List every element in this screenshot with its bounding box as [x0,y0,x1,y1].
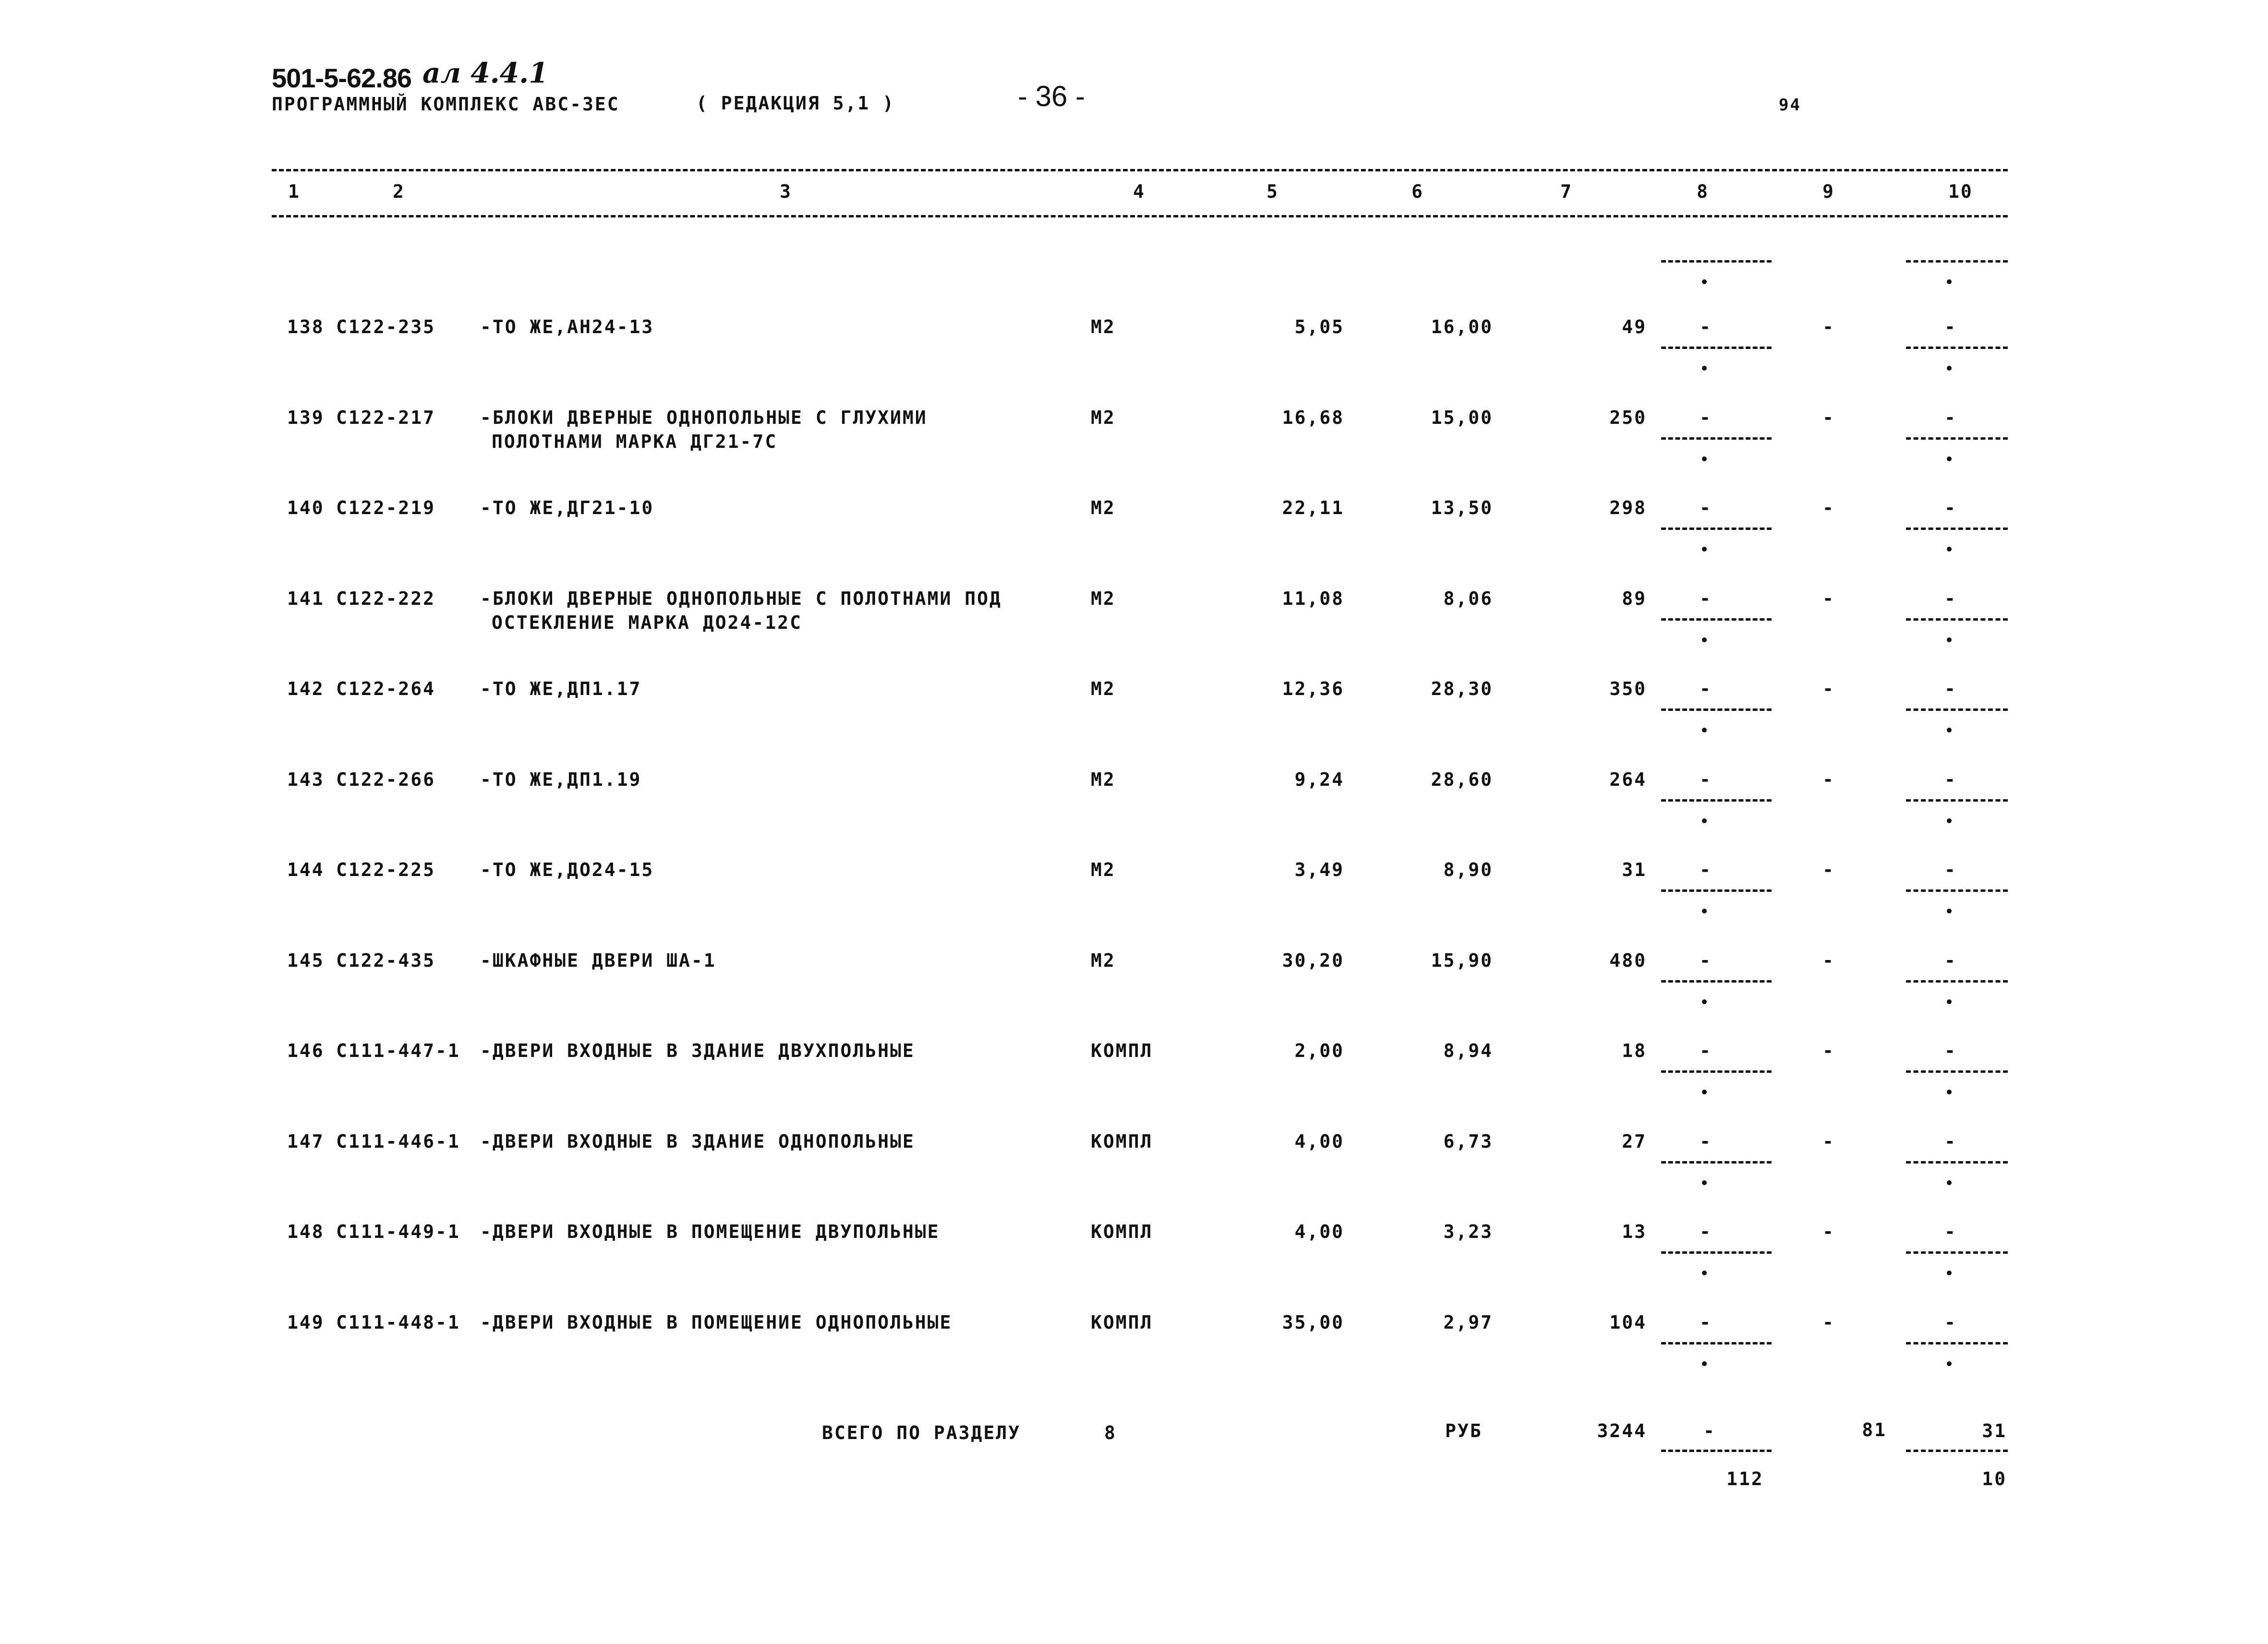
row-col8: - [1700,1221,1712,1242]
summary-col10-lower: 10 [1982,1468,2007,1489]
row-number: 146 [287,1040,325,1061]
row-unit: КОМПЛ [1091,1131,1153,1152]
row-number: 149 [287,1312,325,1333]
col10-dash-mark [1947,279,1952,284]
row-description: -ТО ЖЕ,ДГ21-10 [480,497,654,518]
row-description: -БЛОКИ ДВЕРНЫЕ ОДНОПОЛЬНЫЕ С ГЛУХИМИ [480,407,928,428]
col10-rule [1906,347,2008,349]
row-col8: - [1700,1040,1712,1061]
row-number: 141 [287,588,325,609]
col10-rule [1906,889,2008,892]
row-col9: - [1822,407,1835,428]
column-header-7: 7 [1560,181,1573,202]
column-header-10: 10 [1948,181,1973,202]
row-col9: - [1822,769,1835,790]
row-col9: - [1822,1040,1835,1061]
row-description: -ТО ЖЕ,ДП1.17 [480,678,642,699]
row-col9: - [1822,316,1835,337]
row-quantity: 4,00 [1294,1131,1344,1152]
summary-label: ВСЕГО ПО РАЗДЕЛУ [822,1422,1021,1443]
col10-dash-mark [1947,366,1952,371]
row-description: -ТО ЖЕ,АН24-13 [480,316,654,337]
summary-col8-lower: 112 [1726,1468,1764,1489]
row-quantity: 2,00 [1294,1040,1344,1061]
row-col9: - [1822,678,1835,699]
col8-dash-mark [1702,1090,1707,1094]
row-price: 8,06 [1443,588,1493,609]
col10-rule [1906,437,2008,440]
col8-dash-mark [1702,366,1707,371]
row-price: 2,97 [1443,1312,1493,1333]
row-col10: - [1944,316,1957,337]
column-header-1: 1 [288,181,301,202]
col10-dash-mark [1947,547,1952,552]
col10-rule [1906,528,2008,530]
summary-currency: РУБ [1445,1420,1483,1441]
row-unit: КОМПЛ [1091,1221,1153,1242]
handwritten-note: ал 4.4.1 [422,57,548,89]
row-code: С111-449-1 [336,1221,460,1242]
row-total: 13 [1622,1221,1647,1242]
col10-dash-mark [1947,637,1952,642]
summary-col8: - [1703,1420,1716,1441]
row-total: 264 [1609,769,1647,790]
row-col9: - [1822,588,1835,609]
col10-rule [1906,708,2008,711]
row-quantity: 12,36 [1282,678,1344,699]
row-price: 15,00 [1431,407,1493,428]
summary-col9: 81 [1862,1419,1887,1440]
row-unit: КОМПЛ [1091,1040,1153,1061]
row-price: 16,00 [1431,316,1493,337]
row-number: 145 [287,950,325,971]
row-code: С122-219 [336,497,436,518]
row-col8: - [1700,316,1712,337]
row-col10: - [1944,1131,1957,1152]
row-total: 31 [1622,859,1647,880]
col10-rule [1906,799,2008,802]
column-header-4: 4 [1133,181,1146,202]
row-col10: - [1944,407,1957,428]
row-number: 140 [287,497,325,518]
column-header-8: 8 [1697,181,1709,202]
row-total: 350 [1609,678,1647,699]
row-quantity: 9,24 [1294,769,1344,790]
page-number: - 36 - [1018,80,1086,112]
row-number: 148 [287,1221,325,1242]
row-unit: М2 [1091,588,1116,609]
col8-rule [1661,889,1772,892]
row-col9: - [1822,1312,1835,1333]
col8-rule [1661,618,1772,621]
row-col10: - [1944,588,1957,609]
row-price: 3,23 [1443,1221,1493,1242]
col10-rule [1906,260,2008,263]
row-unit: КОМПЛ [1091,1312,1153,1333]
row-price: 13,50 [1431,497,1493,518]
row-quantity: 30,20 [1282,950,1344,971]
row-quantity: 16,68 [1282,407,1344,428]
row-col10: - [1944,1221,1957,1242]
row-code: С122-266 [336,769,436,790]
row-unit: М2 [1091,316,1116,337]
row-col9: - [1822,859,1835,880]
row-unit: М2 [1091,859,1116,880]
row-description: ОСТЕКЛЕНИЕ МАРКА ДО24-12С [492,612,802,633]
row-total: 27 [1622,1131,1647,1152]
row-unit: М2 [1091,950,1116,971]
row-col8: - [1700,1131,1712,1152]
col10-dash-mark [1947,1090,1952,1094]
row-col9: - [1822,1131,1835,1152]
column-header-9: 9 [1822,181,1835,202]
row-price: 15,90 [1431,950,1493,971]
row-description: -ДВЕРИ ВХОДНЫЕ В ЗДАНИЕ ОДНОПОЛЬНЫЕ [480,1131,915,1152]
header-rule-bottom [272,215,2008,217]
program-line: ПРОГРАММНЫЙ КОМПЛЕКС АВС-3ЕС [272,94,620,115]
summary-section: 8 [1104,1422,1117,1443]
row-price: 6,73 [1443,1131,1493,1152]
row-quantity: 11,08 [1282,588,1344,609]
col8-dash-mark [1702,909,1707,913]
col8-dash-mark [1702,999,1707,1004]
row-col9: - [1822,950,1835,971]
row-number: 142 [287,678,325,699]
row-col10: - [1944,1040,1957,1061]
col8-rule [1661,260,1772,263]
summary-rule-col10 [1906,1450,2008,1452]
row-description: -ДВЕРИ ВХОДНЫЕ В ПОМЕЩЕНИЕ ДВУПОЛЬНЫЕ [480,1221,940,1242]
row-code: С111-448-1 [336,1312,460,1333]
row-price: 8,90 [1443,859,1493,880]
row-col8: - [1700,497,1712,518]
summary-total: 3244 [1597,1420,1647,1441]
col10-rule [1906,980,2008,983]
col8-dash-mark [1702,1180,1707,1185]
row-description: -ДВЕРИ ВХОДНЫЕ В ПОМЕЩЕНИЕ ОДНОПОЛЬНЫЕ [480,1312,953,1333]
row-col8: - [1700,859,1712,880]
row-total: 49 [1622,316,1647,337]
col8-dash-mark [1702,456,1707,461]
row-col10: - [1944,1312,1957,1333]
row-description: ПОЛОТНАМИ МАРКА ДГ21-7С [492,431,778,452]
column-header-3: 3 [780,181,792,202]
row-code: С122-264 [336,678,436,699]
row-description: -ТО ЖЕ,ДП1.19 [480,769,642,790]
col8-rule [1661,1251,1772,1254]
col8-rule [1661,347,1772,349]
col8-dash-mark [1702,728,1707,732]
row-col9: - [1822,497,1835,518]
row-description: -БЛОКИ ДВЕРНЫЕ ОДНОПОЛЬНЫЕ С ПОЛОТНАМИ ПОД [480,588,1002,609]
row-col8: - [1700,588,1712,609]
row-total: 89 [1622,588,1647,609]
col8-rule [1661,708,1772,711]
header-rule-top [272,169,2008,171]
row-col8: - [1700,1312,1712,1333]
col8-dash-mark [1702,818,1707,823]
row-price: 28,30 [1431,678,1493,699]
row-code: С122-225 [336,859,436,880]
edition-label: ( РЕДАКЦИЯ 5,1 ) [696,93,895,114]
col10-dash-mark [1947,999,1952,1004]
row-total: 18 [1622,1040,1647,1061]
row-description: -ДВЕРИ ВХОДНЫЕ В ЗДАНИЕ ДВУХПОЛЬНЫЕ [480,1040,915,1061]
col8-rule [1661,437,1772,440]
col8-rule [1661,1342,1772,1344]
row-col10: - [1944,950,1957,971]
row-col8: - [1700,678,1712,699]
row-unit: М2 [1091,769,1116,790]
col8-rule [1661,1161,1772,1164]
row-quantity: 22,11 [1282,497,1344,518]
sheet-number: 94 [1779,96,1801,115]
col8-dash-mark [1702,1271,1707,1275]
row-unit: М2 [1091,497,1116,518]
doc-code: 501-5-62.86 [272,63,412,93]
row-code: С122-235 [336,316,436,337]
col8-dash-mark [1702,1361,1707,1366]
row-col8: - [1700,950,1712,971]
row-total: 104 [1609,1312,1647,1333]
row-number: 143 [287,769,325,790]
col8-rule [1661,1070,1772,1073]
col10-rule [1906,1161,2008,1164]
col10-dash-mark [1947,728,1952,732]
summary-rule-col8 [1661,1450,1772,1452]
col10-dash-mark [1947,1271,1952,1275]
col8-rule [1661,980,1772,983]
row-total: 480 [1609,950,1647,971]
col8-dash-mark [1702,279,1707,284]
row-quantity: 35,00 [1282,1312,1344,1333]
col10-rule [1906,1342,2008,1344]
column-header-2: 2 [393,181,405,202]
summary-col10: 31 [1982,1420,2007,1441]
row-code: С122-217 [336,407,436,428]
row-number: 139 [287,407,325,428]
row-col8: - [1700,769,1712,790]
col8-rule [1661,799,1772,802]
row-code: С122-222 [336,588,436,609]
row-total: 250 [1609,407,1647,428]
col10-rule [1906,1251,2008,1254]
row-code: С111-447-1 [336,1040,460,1061]
col8-dash-mark [1702,637,1707,642]
col10-dash-mark [1947,456,1952,461]
row-description: -ТО ЖЕ,ДО24-15 [480,859,654,880]
row-col9: - [1822,1221,1835,1242]
col8-dash-mark [1702,547,1707,552]
row-col8: - [1700,407,1712,428]
row-col10: - [1944,497,1957,518]
col10-dash-mark [1947,1180,1952,1185]
col10-dash-mark [1947,1361,1952,1366]
col10-dash-mark [1947,909,1952,913]
col8-rule [1661,528,1772,530]
col10-rule [1906,618,2008,621]
row-quantity: 5,05 [1294,316,1344,337]
row-code: С122-435 [336,950,436,971]
row-unit: М2 [1091,678,1116,699]
row-price: 28,60 [1431,769,1493,790]
row-number: 147 [287,1131,325,1152]
row-number: 138 [287,316,325,337]
row-description: -ШКАФНЫЕ ДВЕРИ ША-1 [480,950,716,971]
row-col10: - [1944,678,1957,699]
column-header-5: 5 [1267,181,1279,202]
row-quantity: 3,49 [1294,859,1344,880]
row-number: 144 [287,859,325,880]
row-unit: М2 [1091,407,1116,428]
row-col10: - [1944,769,1957,790]
row-col10: - [1944,859,1957,880]
row-code: С111-446-1 [336,1131,460,1152]
row-total: 298 [1609,497,1647,518]
column-header-6: 6 [1411,181,1424,202]
row-quantity: 4,00 [1294,1221,1344,1242]
col10-rule [1906,1070,2008,1073]
col10-dash-mark [1947,818,1952,823]
row-price: 8,94 [1443,1040,1493,1061]
